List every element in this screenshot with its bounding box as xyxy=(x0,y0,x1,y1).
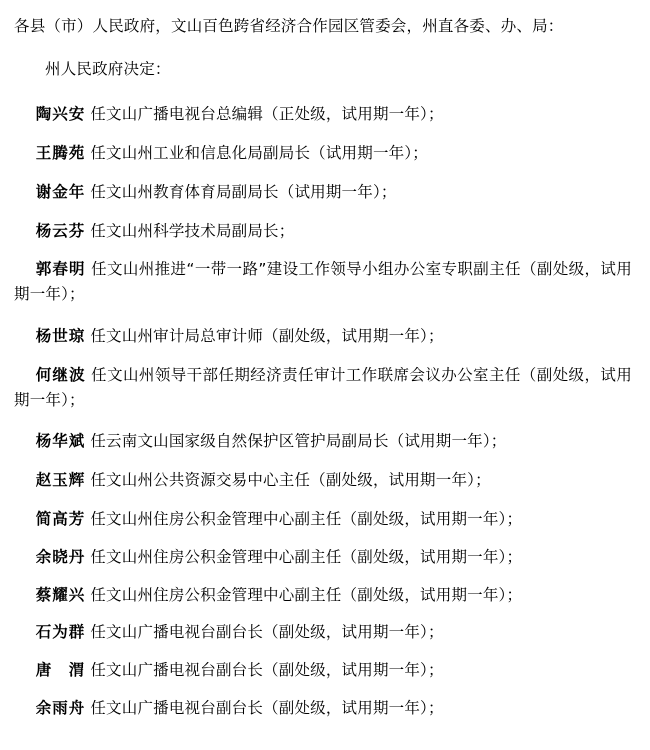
appointee-name: 谢金年 xyxy=(35,182,86,201)
appointment-entry xyxy=(14,102,632,127)
appointment-entry xyxy=(14,429,632,454)
appointment-text: 任云南文山国家级自然保护区管护局副局长（试用期一年）； xyxy=(90,432,507,451)
appointment-entry xyxy=(14,658,632,683)
appointment-text: 任文山州领导干部任期经济责任审计工作联席会议办公室主任（副处级，试用期一年）； xyxy=(14,365,632,409)
appointment-entry xyxy=(14,507,632,532)
appointment-text: 任文山州住房公积金管理中心副主任（副处级，试用期一年）； xyxy=(90,585,523,604)
appointee-name: 简高芳 xyxy=(35,509,86,528)
appointment-text: 任文山广播电视台副台长（副处级，试用期一年）； xyxy=(90,698,444,717)
appointment-text: 任文山州公共资源交易中心主任（副处级，试用期一年）； xyxy=(90,471,491,490)
appointee-name: 何继波 xyxy=(35,365,86,384)
appointment-entry xyxy=(14,468,632,493)
appointment-text: 任文山州教育体育局副局长（试用期一年）； xyxy=(90,182,397,201)
appointment-text: 任文山州审计局总审计师（副处级，试用期一年）； xyxy=(90,327,444,345)
appointee-name: 石为群 xyxy=(35,623,86,642)
appointee-name: 杨华斌 xyxy=(35,432,86,451)
appointee-name: 赵玉辉 xyxy=(35,471,86,490)
appointment-text: 任文山州工业和信息化局副局长（试用期一年）； xyxy=(90,144,428,163)
appointment-text: 任文山州住房公积金管理中心副主任（副处级，试用期一年）； xyxy=(90,509,523,528)
appointee-name: 杨世琼 xyxy=(35,327,86,345)
appointment-entry xyxy=(14,180,632,205)
appointment-entry xyxy=(14,545,632,570)
document-header-line: 各县（市）人民政府，文山百色跨省经济合作园区管委会，州直各委、办、局： xyxy=(14,17,564,35)
appointment-entry xyxy=(14,219,632,244)
appointment-entry xyxy=(14,583,632,608)
appointee-name: 陶兴安 xyxy=(35,105,86,124)
appointment-entry xyxy=(14,363,632,413)
document-intro-line: 州人民政府决定： xyxy=(45,60,171,79)
appointment-text: 任文山州推进“一带一路”建设工作领导小组办公室专职副主任（副处级，试用期一年）； xyxy=(14,260,632,304)
appointment-entry xyxy=(14,141,632,166)
appointment-text: 任文山广播电视台副台长（副处级，试用期一年）； xyxy=(90,623,444,642)
appointment-entry xyxy=(14,324,632,349)
appointment-text: 任文山广播电视台副台长（副处级，试用期一年）； xyxy=(90,661,444,680)
appointee-name: 杨云芬 xyxy=(35,221,86,240)
appointee-name: 蔡耀兴 xyxy=(35,585,86,604)
appointment-entry xyxy=(14,620,632,645)
appointment-entry xyxy=(14,257,632,307)
appointee-name: 余晓丹 xyxy=(35,547,86,566)
appointee-name: 王腾苑 xyxy=(35,144,86,163)
appointee-name: 郭春明 xyxy=(35,260,86,279)
appointment-entry xyxy=(14,696,632,721)
appointee-name: 余雨舟 xyxy=(35,698,86,717)
appointment-text: 任文山州住房公积金管理中心副主任（副处级，试用期一年）； xyxy=(90,547,523,566)
appointment-text: 任文山州科学技术局副局长； xyxy=(90,221,295,240)
appointee-name: 唐 渭 xyxy=(35,661,86,680)
appointment-text: 任文山广播电视台总编辑（正处级，试用期一年）； xyxy=(90,105,444,124)
